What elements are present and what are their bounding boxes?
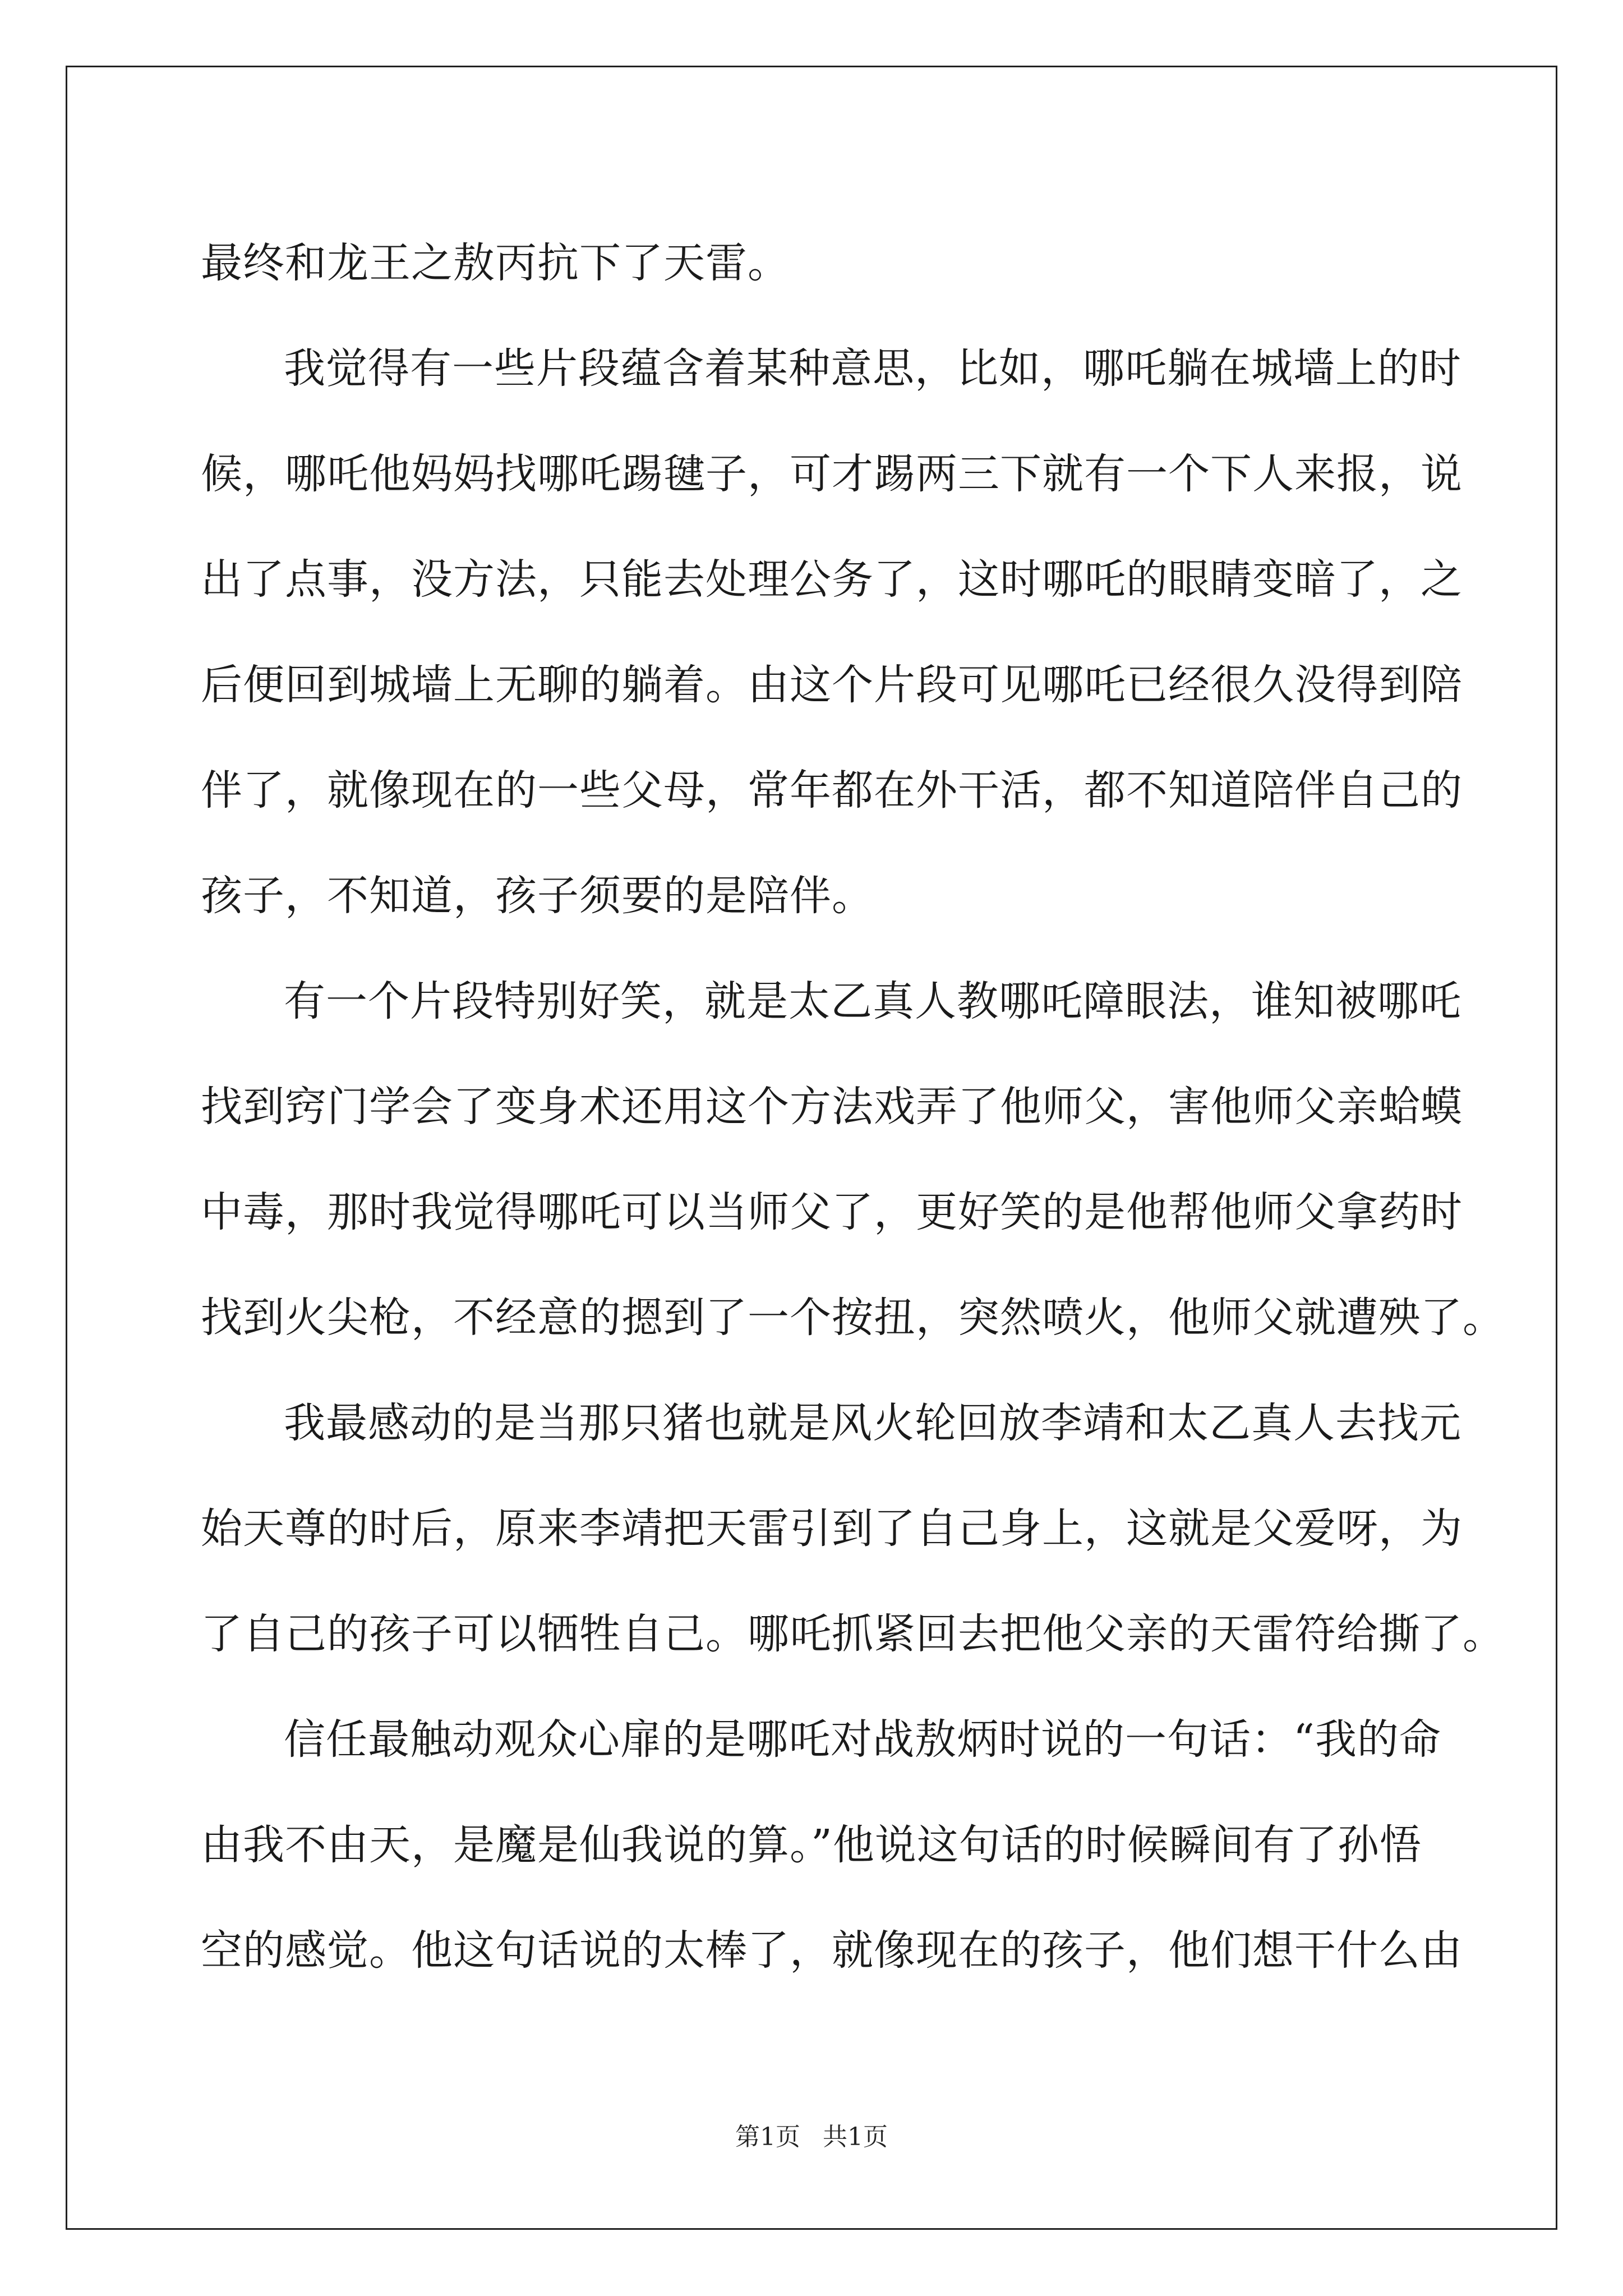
text-line: 空的感觉。他这句话说的太棒了，就像现在的孩子，他们想干什么由: [201, 1926, 1463, 1975]
text-line: 始天尊的时后，原来李靖把天雷引到了自己身上，这就是父爱呀，为: [201, 1504, 1463, 1553]
text-line: 由我不由天，是魔是仙我说的算。”他说这句话的时候瞬间有了孙悟: [201, 1821, 1422, 1869]
text-line: 找到窍门学会了变身术还用这个方法戏弄了他师父，害他师父亲蛤蟆: [201, 1083, 1463, 1131]
text-line-paragraph-start: 信任最触动观众心扉的是哪吒对战敖炳时说的一句话：“我的命: [284, 1715, 1441, 1764]
page-number: 第1页: [735, 2123, 800, 2151]
text-line: 候，哪吒他妈妈找哪吒踢毽子，可才踢两三下就有一个下人来报，说: [201, 450, 1463, 498]
text-line-paragraph-start: 我最感动的是当那只猪也就是风火轮回放李靖和太乙真人去找元: [284, 1399, 1461, 1447]
text-line-paragraph-start: 有一个片段特别好笑，就是太乙真人教哪吒障眼法，谁知被哪吒: [284, 977, 1461, 1025]
page-total: 共1页: [823, 2123, 888, 2151]
text-line: 后便回到城墙上无聊的躺着。由这个片段可见哪吒已经很久没得到陪: [201, 661, 1463, 709]
text-line: 伴了，就像现在的一些父母，常年都在外干活，都不知道陪伴自己的: [201, 766, 1463, 815]
document-body: [201, 210, 1505, 2003]
text-line: 孩子，不知道，孩子须要的是陪伴。: [201, 872, 874, 920]
text-line-paragraph-start: 我觉得有一些片段蕴含着某种意思，比如，哪吒躺在城墙上的时: [284, 344, 1461, 393]
text-line: 找到火尖枪，不经意的摁到了一个按扭，突然喷火，他师父就遭殃了。: [201, 1294, 1505, 1342]
page-footer: [0, 2120, 1623, 2154]
text-line: 了自己的孩子可以牺牲自己。哪吒抓紧回去把他父亲的天雷符给撕了。: [201, 1610, 1505, 1658]
text-line: 最终和龙王之敖丙抗下了天雷。: [201, 239, 790, 287]
text-line: 出了点事，没方法，只能去处理公务了，这时哪吒的眼睛变暗了，之: [201, 555, 1463, 604]
text-line: 中毒，那时我觉得哪吒可以当师父了，更好笑的是他帮他师父拿药时: [201, 1188, 1463, 1236]
